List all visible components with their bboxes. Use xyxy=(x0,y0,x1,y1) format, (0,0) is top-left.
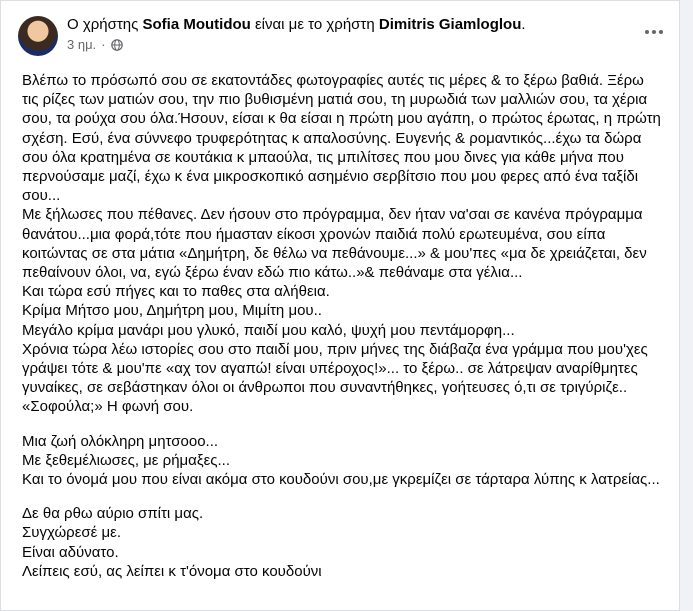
post-paragraph: Μια ζωή ολόκληρη μητσοοο... xyxy=(22,432,219,450)
post-paragraph: Και τώρα εσύ πήγες και το παθες στα αλήθεια. xyxy=(22,283,330,301)
post-paragraph: Λείπεις εσύ, ας λείπει κ τ'όνομα στο κουδούνι xyxy=(22,562,322,580)
post-subline xyxy=(67,37,627,53)
post-paragraph: Συγχώρεσέ με. xyxy=(22,524,121,542)
post-paragraph: Βλέπω το πρόσωπό σου σε εκατοντάδες φωτογραφίες αυτές τις μέρες & το ξέρω βαθιά. Ξέρω τις ρίζες των ματιών σου, την πιο βυθισμένη ματιά σου, τη μυρωδιά των μαλλιών σου, τα χέρια σου, τα ρούχα σου όλα.Ήσουν, είσαι κ θα είσαι η πρώτη μου αγάπη, ο πρώτος έρωτας, η πρώτη σχέση. Εσύ, ένα σύννεφο τρυφερότητας κ απαλοσύνης. Ευγενής & ρομαντικός...έχω τα δώρα σου όλα κρατημένα σε κουτάκια κ μπαούλα, τις μπιλίτσες που μου δινες για κάθε μήνα που περνούσαμε μαζί, έχω κ ένα μικροσκοπικό ασημένιο σερβίτσιο που μου φερες από ένα ταξίδι σου... xyxy=(22,72,661,205)
post-paragraph: Δε θα ρθω αύριο σπίτι μας. xyxy=(22,505,204,523)
post-paragraph: Με ξήλωσες που πέθανες. Δεν ήσουν στο πρόγραμμα, δεν ήταν να'σαι σε κανένα πρόγραμμα θανάτου...μια φορά,τότε που ήμασταν είκοσι χρονών παιδιά πολύ ερωτευμένα, σου είπα κοιτώντας σε στα μάτια «Δημήτρη, δε θέλω να πεθάνουμε...» & μου'πες «μα δε χρειάζεται, δεν πεθαίνουν όλοι, να, εγώ ξέρω έναν εδώ πιο κάτω..»& πεθάναμε στα γέλια... xyxy=(22,206,647,282)
post-paragraph: Και το όνομά μου που είναι ακόμα στο κουδούνι σου,με γκρεμίζει σε τάρταρα λύπης κ λατρείας... xyxy=(22,471,660,489)
tagged-user-link[interactable]: Dimitris Giamloglou xyxy=(378,16,522,33)
post-paragraph: Με ξεθεμέλιωσες, με ρήμαξες... xyxy=(22,451,230,469)
post-title xyxy=(67,15,627,35)
post-meta xyxy=(67,15,627,53)
more-options-icon[interactable] xyxy=(641,21,667,43)
post-paragraph: Κρίμα Μήτσο μου, Δημήτρη μου, Μιμίτη μου.. xyxy=(22,302,322,320)
author-name-link[interactable]: Sofia Moutidou xyxy=(142,16,251,33)
separator-dot: · xyxy=(101,37,106,52)
post-paragraph: Χρόνια τώρα λέω ιστορίες σου στο παιδί μου, πριν μήνες της διάβαζα ένα γράμμα που μου'χες γράψει τότε & μου'πε «αχ τον αγαπώ! είναι υπέροχος!»... το ξέρω.. σε λάτρεψαν αναρίθμητες γυναίκες, σε σεβάστηκαν όλοι οι άνθρωποι που συναντήθηκες, γοήτευσες ό,τι σε τριγύριζε.. «Σοφούλα;» Η φωνή σου. xyxy=(22,340,648,416)
post-timestamp[interactable]: 3 ημ. xyxy=(67,37,97,52)
post-paragraph: Μεγάλο κρίμα μανάρι μου γλυκό, παιδί μου καλό, ψυχή μου πεντάμορφη... xyxy=(22,321,515,339)
title-prefix: Ο χρήστης xyxy=(67,16,143,33)
avatar[interactable] xyxy=(18,16,58,56)
paragraph-gap xyxy=(22,489,662,504)
post-header xyxy=(1,1,680,63)
post-text xyxy=(22,71,662,581)
globe-icon[interactable] xyxy=(111,39,123,51)
title-suffix: . xyxy=(521,16,526,33)
title-connector: είναι με το χρήστη xyxy=(250,16,379,33)
post-paragraph: Είναι αδύνατο. xyxy=(22,543,119,561)
paragraph-gap xyxy=(22,417,662,432)
